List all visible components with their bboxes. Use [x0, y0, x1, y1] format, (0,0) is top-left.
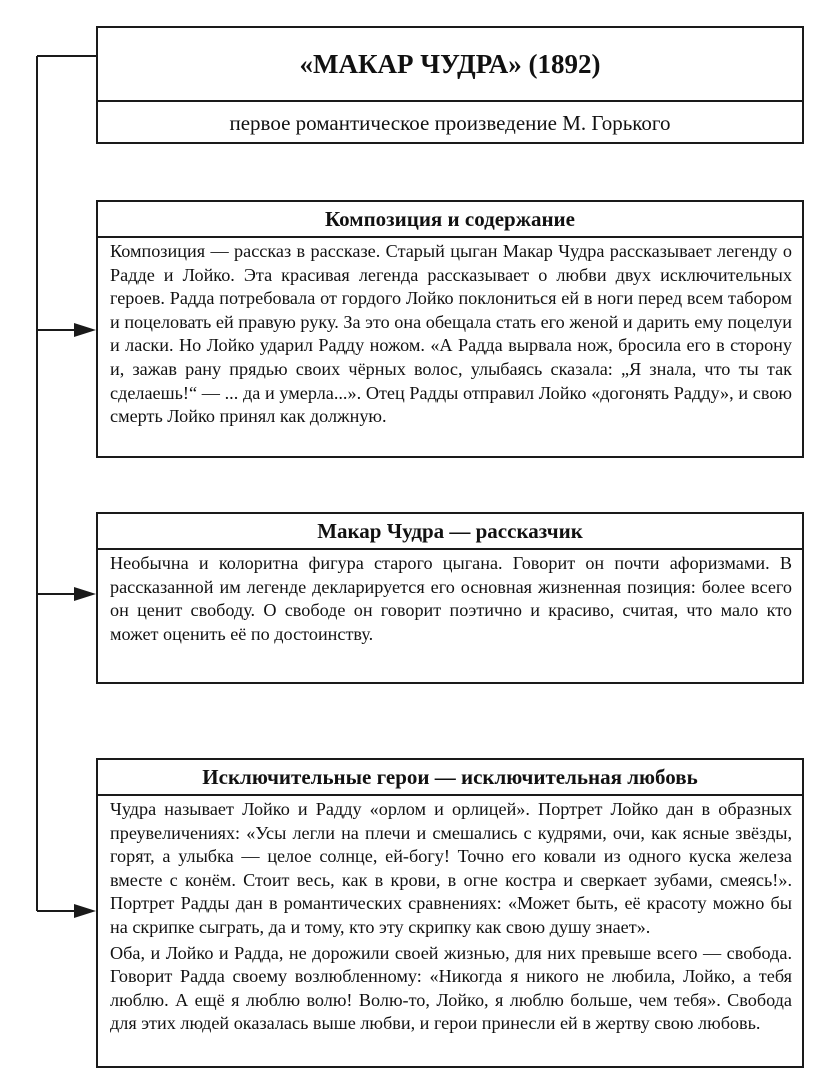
section-text-2: Оба, и Лойко и Радда, не дорожили своей жизнью, для них превыше всего — свобода. Говорит Радда своему возлюбленному: «Никогда я никого не любила, Лойко, а тебя люблю. А ещё я люблю волю! Волю-то, Лойко, я люблю больше, чем тебя». Свобода для этих людей оказалась выше любви, и герои принесли ей в жертву свою любовь.: [110, 942, 792, 1034]
arrowhead-2: [74, 587, 96, 601]
section-text: Чудра называет Лойко и Радду «орлом и орлицей». Портрет Лойко дан в образных преувеличениях: «Усы легли на плечи и смешались с кудрями, очи, как ясные звёзды, горят, а улыбка — целое солнце, ей-богу! Точно его ковали из одного куска железа вместе с конём. Стоит весь, как в крови, в огне костра и сверкает зубами, смеясь!». Портрет Радды дан в романтических сравнениях: «Может быть, её красоту можно бы на скрипке сыграть, да и тому, кто эту скрипку как свою душу знает».: [110, 799, 792, 937]
section-heading: Макар Чудра — рассказчик: [98, 514, 802, 550]
arrowhead-3: [74, 904, 96, 918]
section-heading: Композиция и содержание: [98, 202, 802, 238]
section-narrator: [96, 512, 804, 684]
subtitle: первое романтическое произведение М. Горького: [229, 111, 671, 135]
arrowhead-1: [74, 323, 96, 337]
title-box: [96, 26, 804, 144]
section-composition: [96, 200, 804, 458]
page-title: «МАКАР ЧУДРА» (1892): [98, 28, 802, 102]
section-heading: Исключительные герои — исключительная любовь: [98, 760, 802, 796]
section-heroes: [96, 758, 804, 1068]
section-text: Композиция — рассказ в рассказе. Старый цыган Макар Чудра рассказывает легенду о Радде и Лойко. Эта красивая легенда рассказывает о любви двух исключительных героев. Радда потребовала от гордого Лойко поклониться ей в ноги перед всем табором и поцеловать ей правую руку. За это она обещала стать его женой и дарить ему поцелуи и ласки. Но Лойко ударил Радду ножом. «А Радда вырвала нож, бросила его в сторону и, зажав рану прядью своих чёрных волос, улыбаясь сказала: „Я знала, что ты так сделаешь!“ — ... да и умерла...». Отец Радды отправил Лойко «догонять Радду», и свою смерть Лойко принял как должную.: [110, 241, 792, 427]
section-text: Необычна и колоритна фигура старого цыгана. Говорит он почти афоризмами. В рассказанной им легенде декларируется его основная жизненная позиция: более всего он ценит свободу. О свободе он говорит поэтично и красиво, считая, что мало кто может оценить её по достоинству.: [110, 553, 792, 644]
